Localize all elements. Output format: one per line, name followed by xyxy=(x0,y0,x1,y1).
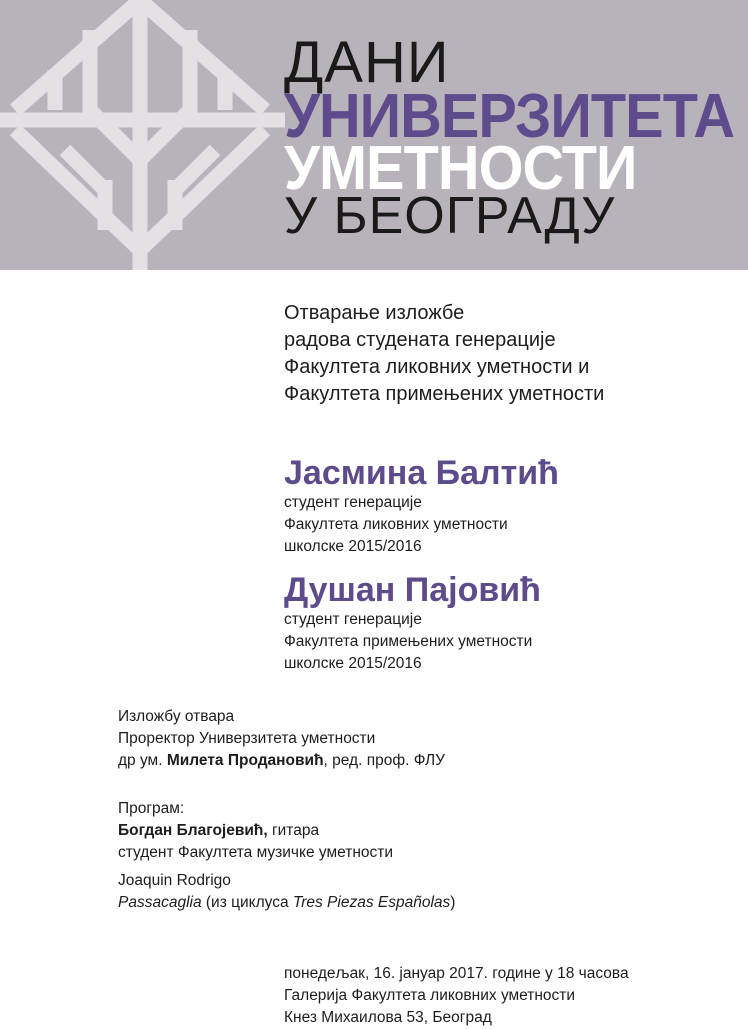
title-line-4: У БЕОГРАДУ xyxy=(284,187,616,245)
opening-line: Изложбу отвара xyxy=(118,708,235,725)
event-venue: Галерија Факултета ликовних уметности xyxy=(284,987,576,1004)
exhibition-intro xyxy=(284,300,604,408)
piece-note-open: (из циклуса xyxy=(201,894,293,911)
student-info-1 xyxy=(284,492,508,558)
student-role: студент генерације xyxy=(284,611,422,628)
student-name-1: Јасмина Балтић xyxy=(284,454,559,492)
header-banner xyxy=(0,0,748,270)
piece-note-close: ) xyxy=(450,894,456,911)
performer-role: студент Факултета музичке уметности xyxy=(118,844,394,861)
student-year: школске 2015/2016 xyxy=(284,655,422,672)
student-role: студент генерације xyxy=(284,494,422,511)
intro-line: Факултета примењених уметности xyxy=(284,383,605,405)
opening-speaker xyxy=(118,750,445,772)
piece-cycle: Tres Piezas Españolas xyxy=(292,894,451,911)
speaker-name: Милета Продановић xyxy=(166,752,324,769)
piece-title xyxy=(118,892,455,914)
title-line-1: ДАНИ xyxy=(284,30,450,95)
program-label: Програм: xyxy=(118,800,185,817)
student-name-2: Душан Пајовић xyxy=(284,571,541,609)
piece-name: Passacaglia xyxy=(118,894,202,911)
university-emblem-icon xyxy=(0,0,285,270)
intro-line: Отварање изложбе xyxy=(284,302,465,324)
event-details xyxy=(284,963,629,1029)
piece-section xyxy=(118,870,455,914)
event-date: понедељак, 16. јануар 2017. године у 18 часова xyxy=(284,965,629,982)
opening-line: Проректор Универзитета уметности xyxy=(118,730,376,747)
opening-section xyxy=(118,706,445,772)
student-info-2 xyxy=(284,609,532,675)
intro-line: радова студената генерације xyxy=(284,329,556,351)
speaker-title: , ред. проф. ФЛУ xyxy=(323,752,445,769)
student-faculty: Факултета примењених уметности xyxy=(284,633,533,650)
program-section xyxy=(118,798,393,864)
event-address: Кнез Михаилова 53, Београд xyxy=(284,1009,492,1026)
performer-instrument: гитара xyxy=(267,822,320,839)
composer: Joaquin Rodrigo xyxy=(118,872,231,889)
student-year: школске 2015/2016 xyxy=(284,538,422,555)
performer-name: Богдан Благојевић, xyxy=(118,822,268,839)
intro-line: Факултета ликовних уметности и xyxy=(284,356,590,378)
student-faculty: Факултета ликовних уметности xyxy=(284,516,508,533)
speaker-prefix: др ум. xyxy=(118,752,167,769)
title-line-3: УМЕТНОСТИ xyxy=(284,134,637,203)
program-performer xyxy=(118,820,393,842)
title-line-2: УНИВЕРЗИТЕТА xyxy=(284,82,735,151)
